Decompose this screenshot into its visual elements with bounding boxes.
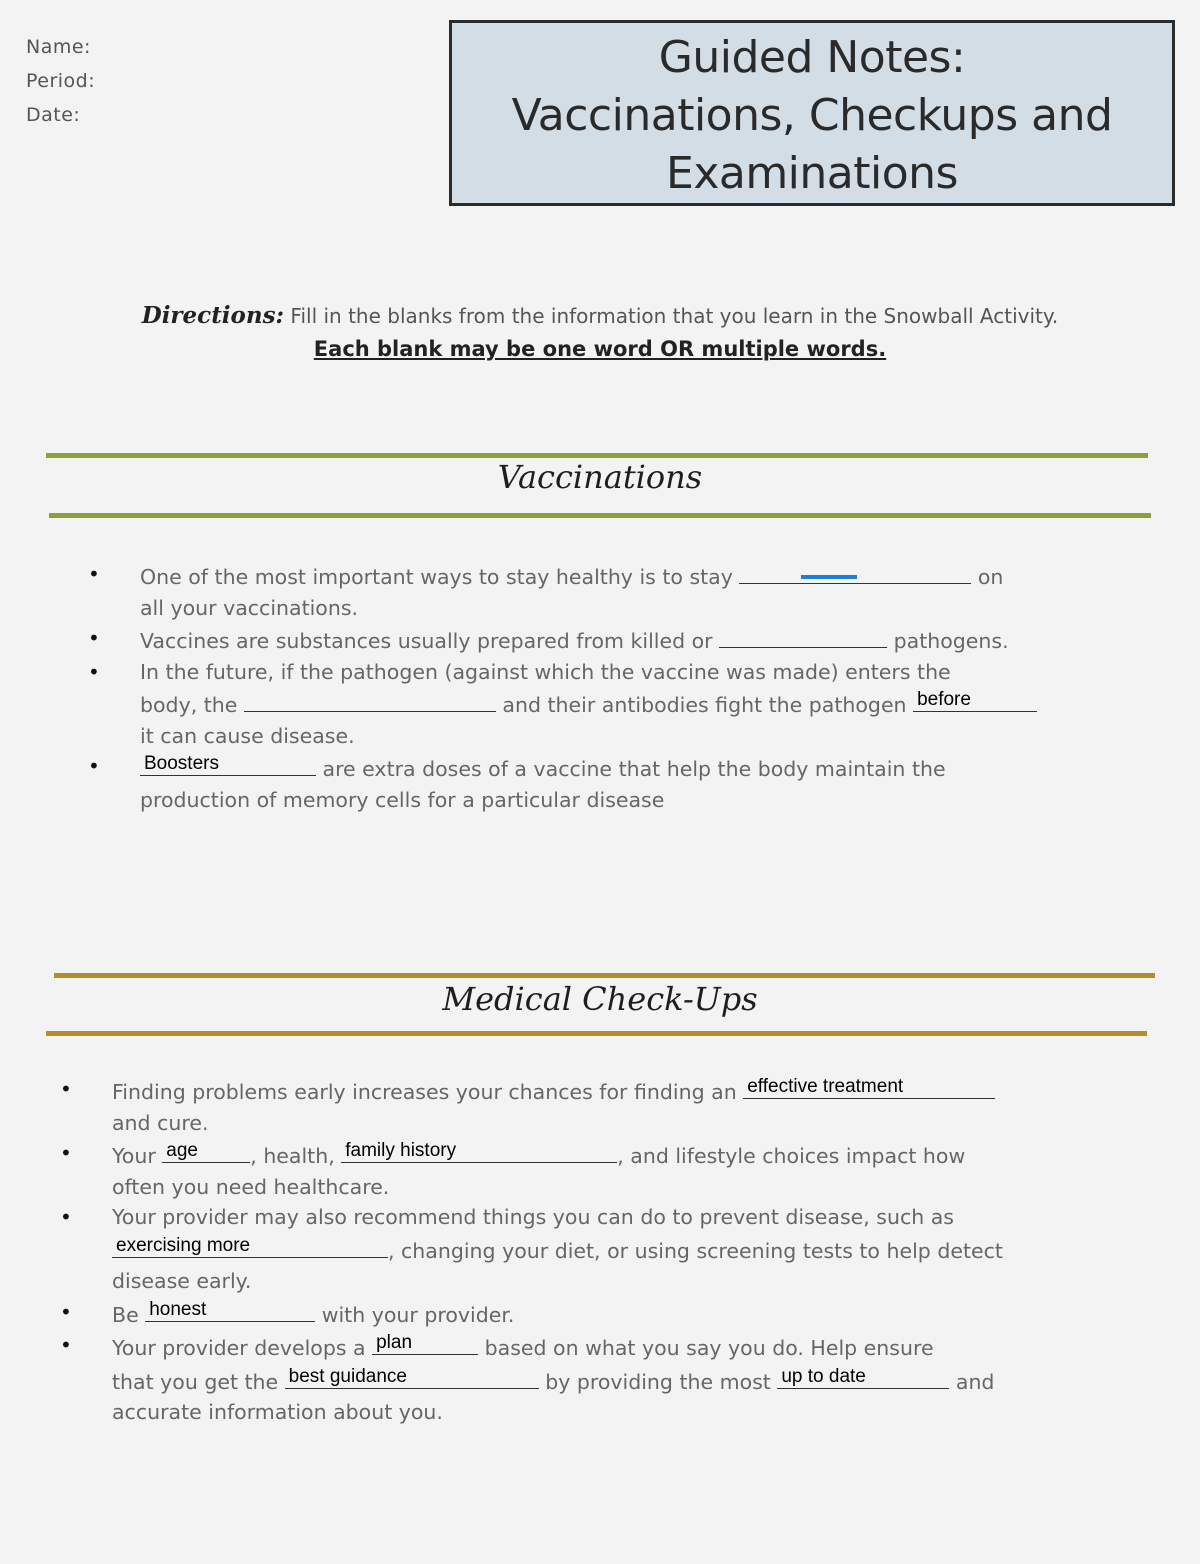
bullet-icon: • — [88, 754, 100, 778]
blank-field[interactable] — [719, 623, 887, 648]
answer-text: honest — [149, 1298, 207, 1320]
cursor-mark — [801, 575, 857, 579]
blank-field[interactable] — [244, 687, 496, 712]
period-label: Period: — [26, 70, 96, 92]
answer-text: best guidance — [288, 1365, 407, 1387]
student-info — [26, 30, 95, 132]
list-item: • Your provider may also recommend things you can do to prevent disease, such as exercising more , changing your diet, or using screening tests to help detect disease early. — [112, 1202, 1142, 1297]
vaccinations-heading: Vaccinations — [497, 458, 703, 496]
blank-field[interactable] — [341, 1138, 617, 1163]
blank-field[interactable] — [739, 559, 971, 584]
list-item: • Boosters are extra doses of a vaccine that help the body maintain the production of memory cells for a particular disease — [88, 753, 946, 812]
answer-text: age — [166, 1140, 198, 1161]
answer-text: effective treatment — [747, 1076, 904, 1097]
date-label: Date: — [26, 104, 81, 126]
list-item: • Vaccines are substances usually prepared from killed or pathogens. — [140, 623, 1140, 657]
bullet-icon: • — [88, 626, 100, 650]
blank-field[interactable] — [372, 1330, 478, 1355]
answer-text: exercising more — [116, 1234, 251, 1256]
blank-field[interactable] — [162, 1138, 250, 1163]
answer-text: before — [917, 689, 971, 710]
blank-field[interactable] — [285, 1364, 539, 1389]
bullet-icon: • — [60, 1141, 72, 1165]
blank-field[interactable] — [777, 1364, 949, 1389]
section-rule-bottom — [49, 513, 1151, 518]
bullet-icon: • — [60, 1077, 72, 1101]
blank-field[interactable] — [913, 687, 1037, 712]
answer-text: plan — [376, 1332, 413, 1353]
blank-field[interactable] — [112, 1233, 388, 1258]
list-item: • Your provider develops a plan based on what you say you do. Help ensure that you get the best guidance by providing the most up to date and accurate information about you. — [60, 1332, 995, 1424]
directions-label: Directions: — [141, 302, 285, 329]
checkups-heading: Medical Check-Ups — [442, 980, 758, 1018]
bullet-icon: • — [60, 1205, 72, 1229]
blank-field[interactable] — [140, 751, 316, 776]
vaccinations-list — [88, 559, 1140, 815]
title-box — [449, 20, 1175, 206]
directions-text: Fill in the blanks from the information that you learn in the Snowball Activity. — [284, 304, 1059, 328]
list-item: • One of the most important ways to stay healthy is to stay on all your vaccinations. — [140, 559, 1140, 623]
bullet-icon: • — [88, 659, 100, 684]
checkups-list — [60, 1074, 1142, 1428]
bullet-icon: • — [60, 1299, 72, 1324]
directions-note: Each blank may be one word OR multiple words. — [313, 337, 887, 361]
section-rule-top — [54, 973, 1155, 978]
title-line-2: Vaccinations, Checkups and — [511, 90, 1113, 141]
answer-text: Boosters — [144, 753, 219, 774]
bullet-icon: • — [88, 562, 100, 586]
title-line-1: Guided Notes: — [658, 32, 966, 83]
answer-text: family history — [345, 1140, 457, 1161]
bullet-icon: • — [60, 1333, 72, 1357]
blank-field[interactable] — [743, 1074, 995, 1099]
list-item: • Finding problems early increases your chances for finding an effective treatment and cure. — [112, 1074, 1142, 1138]
blank-field[interactable] — [145, 1297, 315, 1322]
section-rule-bottom — [46, 1031, 1147, 1036]
list-item: • In the future, if the pathogen (against which the vaccine was made) enters the body, the and their antibodies fight the pathogen before it can cause disease. — [140, 657, 1140, 752]
list-item: • Your age , health, family history , and lifestyle choices impact how often you need healthcare. — [60, 1140, 966, 1199]
title-line-3: Examinations — [666, 148, 958, 199]
answer-text: up to date — [781, 1365, 866, 1387]
name-label: Name: — [26, 36, 91, 58]
directions — [0, 302, 1200, 361]
list-item: • Be honest with your provider. — [60, 1298, 515, 1327]
